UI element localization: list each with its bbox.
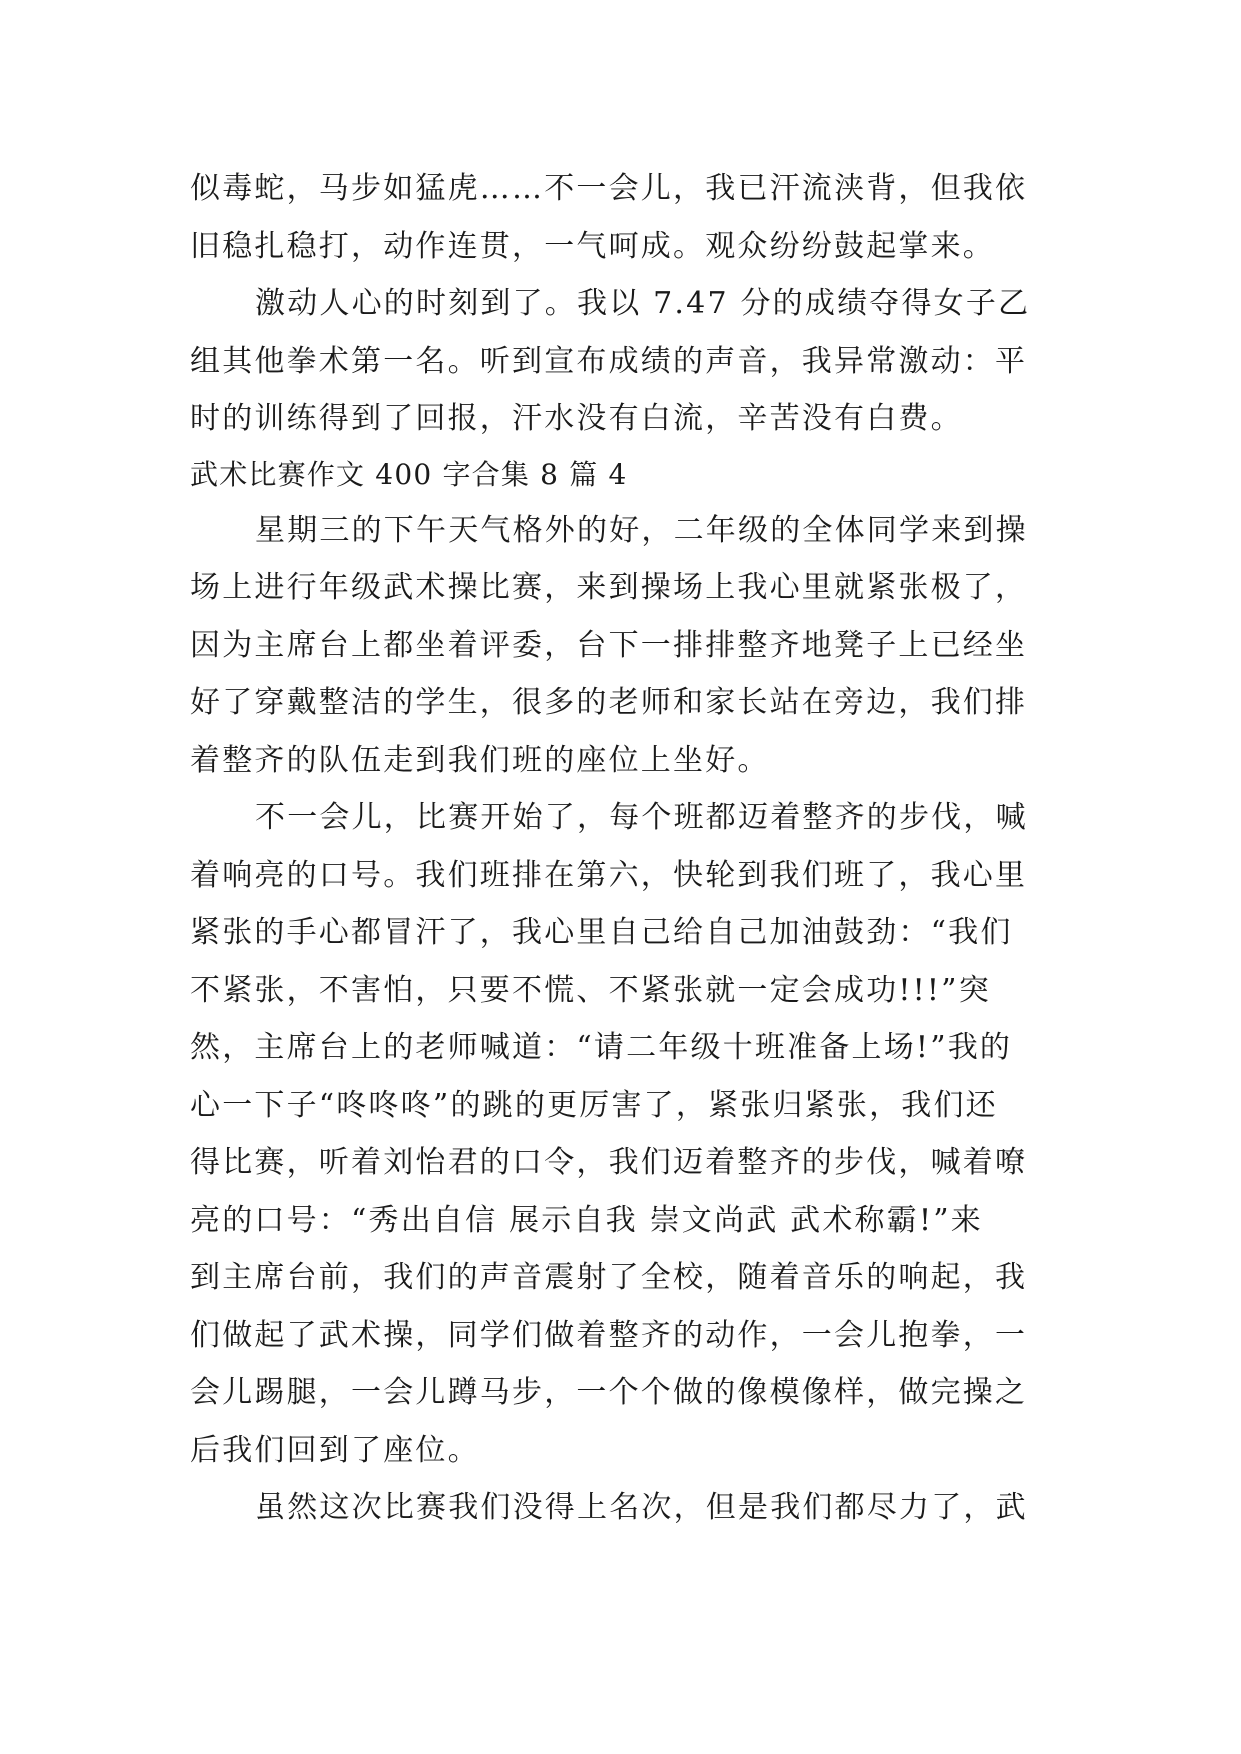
text-line: 们做起了武术操，同学们做着整齐的动作，一会儿抱拳，一 xyxy=(190,1317,1028,1353)
paragraph-start-line: 星期三的下午天气格外的好，二年级的全体同学来到操 xyxy=(255,512,1028,548)
text-line: 心一下子“咚咚咚”的跳的更厉害了，紧张归紧张，我们还 xyxy=(190,1087,998,1123)
document-body xyxy=(190,160,1070,1537)
text-line: 好了穿戴整洁的学生，很多的老师和家长站在旁边，我们排 xyxy=(190,685,1028,720)
text-line: 着响亮的口号。我们班排在第六，快轮到我们班了，我心里 xyxy=(190,857,1028,893)
text-line: 紧张的手心都冒汗了，我心里自己给自己加油鼓劲：“我们 xyxy=(190,915,1013,950)
text-line: 组其他拳术第一名。听到宣布成绩的声音，我异常激动：平 xyxy=(190,343,1028,379)
text-line: 后我们回到了座位。 xyxy=(190,1432,480,1468)
text-line: 亮的口号：“秀出自信 展示自我 崇文尚武 武术称霸!”来 xyxy=(190,1202,983,1238)
text-line: 着整齐的队伍走到我们班的座位上坐好。 xyxy=(190,742,770,778)
paragraph-start-line: 不一会儿，比赛开始了，每个班都迈着整齐的步伐，喊 xyxy=(255,800,1028,835)
text-line: 会儿踢腿，一会儿蹲马步，一个个做的像模像样，做完操之 xyxy=(190,1375,1028,1410)
text-line: 场上进行年级武术操比赛，来到操场上我心里就紧张极了， xyxy=(190,570,1028,605)
text-line: 旧稳扎稳打，动作连贯，一气呵成。观众纷纷鼓起掌来。 xyxy=(190,228,995,264)
text-line: 似毒蛇，马步如猛虎……不一会儿，我已汗流浃背，但我依 xyxy=(190,171,1028,206)
text-line: 时的训练得到了回报，汗水没有白流，辛苦没有白费。 xyxy=(190,401,963,436)
text-line: 因为主席台上都坐着评委，台下一排排整齐地凳子上已经坐 xyxy=(190,627,1028,663)
paragraph-start-line: 虽然这次比赛我们没得上名次，但是我们都尽力了，武 xyxy=(255,1490,1028,1525)
text-line: 不紧张，不害怕，只要不慌、不紧张就一定会成功!!!”突 xyxy=(190,972,991,1008)
text-line: 到主席台前，我们的声音震射了全校，随着音乐的响起，我 xyxy=(190,1260,1028,1295)
paragraph-start-line: 激动人心的时刻到了。我以 7.47 分的成绩夺得女子乙 xyxy=(255,286,1031,321)
text-line: 得比赛，听着刘怡君的口令，我们迈着整齐的步伐，喊着嘹 xyxy=(190,1145,1028,1180)
section-heading: 武术比赛作文 400 字合集 8 篇 4 xyxy=(190,457,628,491)
text-line: 然，主席台上的老师喊道：“请二年级十班准备上场!”我的 xyxy=(190,1030,1013,1065)
